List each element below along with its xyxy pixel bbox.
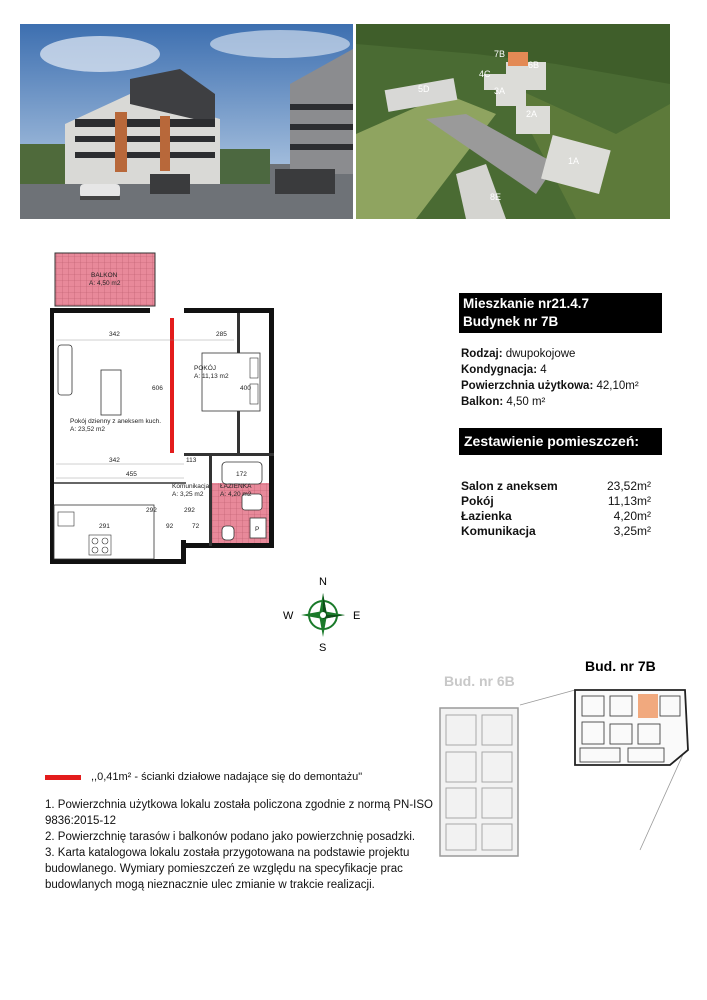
fplan-dzienny-area: A: 23,52 m2 — [70, 426, 106, 433]
fplan-dim: 292 — [146, 507, 157, 514]
fplan-dim: 291 — [99, 523, 110, 530]
site-label-1a: 1A — [568, 156, 580, 166]
balcony-label: Balkon: — [461, 396, 504, 408]
legend-text: ,,0,41m² - ścianki działowe nadające się do demontażu" — [91, 771, 363, 783]
site-label-bud6: Bud. nr 6B — [444, 673, 515, 689]
site-label-5d: 5D — [418, 84, 430, 94]
floor-label: Kondygnacja: — [461, 364, 538, 376]
building-number: Budynek nr 7B — [463, 314, 559, 329]
fplan-dim: 400 — [240, 385, 251, 392]
room-name: Salon z aneksem — [461, 479, 558, 493]
compass-e: E — [353, 610, 361, 622]
room-area: 4,20m² — [613, 509, 651, 523]
room-row — [461, 494, 651, 509]
type-label: Rodzaj: — [461, 348, 503, 360]
fplan-dim: 92 — [166, 523, 174, 530]
apartment-info — [461, 346, 639, 410]
fplan-dim: 172 — [236, 471, 247, 478]
fplan-dim: 606 — [152, 385, 163, 392]
site-label-4c: 4C — [479, 69, 491, 79]
fplan-dim: 342 — [109, 331, 120, 338]
room-row — [461, 524, 651, 539]
room-area: 11,13m² — [607, 494, 651, 508]
note-item: 1. Powierzchnia użytkowa lokalu została policzona zgodnie z normą PN-ISO 9836:2015-12 — [45, 799, 433, 827]
room-row — [461, 509, 651, 524]
site-plan — [430, 680, 700, 860]
fplan-dzienny: Pokój dzienny z aneksem kuch. — [70, 418, 162, 425]
fplan-pokoj-area: A: 11,13 m2 — [194, 373, 229, 380]
site-label-7b: 7B — [494, 49, 506, 59]
site-label-bud7: Bud. nr 7B — [585, 658, 656, 674]
compass-w: W — [283, 610, 294, 622]
compass-s: S — [319, 642, 327, 654]
site-label-3a: 3A — [494, 86, 506, 96]
fplan-dim: 72 — [192, 523, 200, 530]
fplan-balkon-area: A: 4,50 m2 — [89, 280, 121, 287]
fplan-dim: 292 — [184, 507, 195, 514]
fplan-dim: 342 — [109, 457, 120, 464]
title-box — [459, 293, 662, 333]
type-value: dwupokojowe — [505, 348, 576, 360]
notes — [45, 797, 445, 893]
balcony-value: 4,50 m² — [506, 396, 546, 408]
rooms-heading: Zestawienie pomieszczeń: — [459, 428, 662, 455]
fplan-dim: 285 — [216, 331, 227, 338]
site-label-2a: 2A — [526, 109, 538, 119]
fplan-komunikacja-area: A: 3,25 m2 — [172, 491, 204, 498]
apartment-highlight — [638, 694, 658, 718]
room-name: Komunikacja — [461, 524, 536, 538]
demountable-wall-swatch — [45, 775, 81, 780]
room-name: Pokój — [461, 494, 494, 508]
floor-plan — [44, 250, 284, 570]
room-area: 3,25m² — [613, 524, 651, 538]
note-item: 3. Karta katalogowa lokalu została przygotowana na podstawie projektu budowlanego. Wymiary pomieszczeń ze względu na specyfikacje prac budowlanych mogą nieznacznie ulec zmianie w trakcie realizacji. — [45, 847, 410, 891]
area-value: 42,10m² — [596, 380, 639, 392]
building-render — [20, 24, 353, 219]
fplan-pokoj: POKÓJ — [194, 365, 217, 372]
room-area: 23,52m² — [606, 479, 651, 493]
fplan-dim-p: P — [255, 526, 260, 533]
fplan-komunikacja: Komunikacja — [172, 483, 210, 490]
site-label-6b: 6B — [528, 60, 540, 70]
fplan-lazienka-area: A: 4,20 m2 — [220, 491, 252, 498]
rooms-list — [461, 479, 651, 539]
fplan-dim: 113 — [186, 457, 197, 464]
compass-n: N — [319, 576, 327, 588]
site-label-8e: 8E — [490, 192, 502, 202]
floor-value: 4 — [540, 364, 547, 376]
fplan-dim: 455 — [126, 471, 137, 478]
compass-icon — [283, 575, 363, 655]
note-item: 2. Powierzchnię tarasów i balkonów podano jako powierzchnię posadzki. — [45, 831, 416, 843]
area-label: Powierzchnia użytkowa: — [461, 380, 594, 392]
fplan-lazienka: ŁAZIENKA — [220, 483, 252, 490]
room-row — [461, 479, 651, 494]
room-name: Łazienka — [461, 509, 512, 523]
site-aerial-render — [356, 24, 670, 219]
apartment-number: Mieszkanie nr21.4.7 — [463, 296, 590, 311]
fplan-balkon: BALKON — [91, 272, 118, 279]
